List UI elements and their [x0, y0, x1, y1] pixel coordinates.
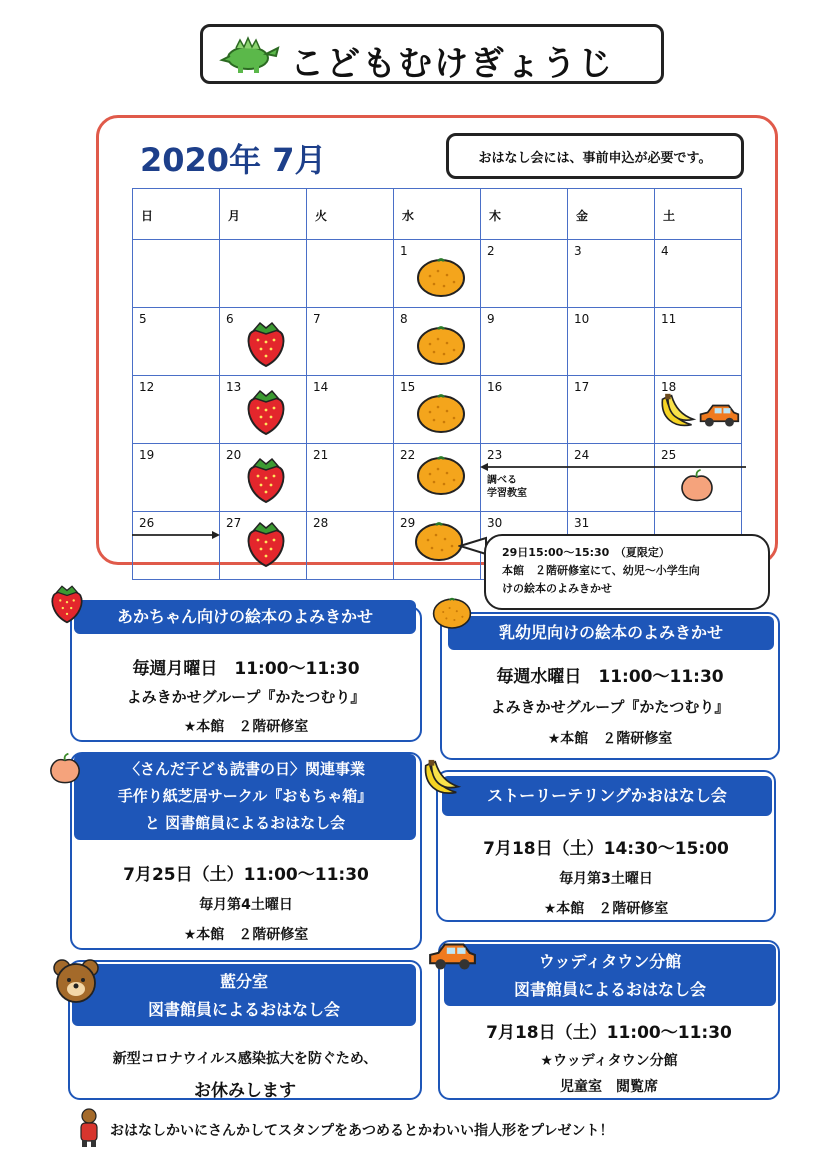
callout-line: けの絵本のよみきかせ: [502, 582, 612, 595]
orange-icon: [416, 390, 466, 434]
event-sanda-box: [70, 752, 422, 950]
calendar-day: 10: [568, 308, 655, 376]
event-heading: [444, 944, 776, 1006]
strawberry-icon: [244, 386, 288, 436]
event-line: お休みします: [194, 1081, 296, 1101]
calendar-day: 17: [568, 376, 655, 444]
event-line: ★本館 ２階研修室: [183, 719, 309, 735]
calendar-day: 14: [307, 376, 394, 444]
event-heading: あかちゃん向けの絵本のよみきかせ: [74, 600, 416, 634]
event-line: 7月25日（土）11:00～11:30: [123, 865, 369, 885]
event-woody-box: [438, 940, 780, 1100]
calendar-day: 23 調べる 学習教室: [481, 444, 568, 512]
day-header-mon: 月: [220, 189, 307, 240]
event-line: ★本館 ２階研修室: [183, 927, 309, 943]
calendar-day: 24: [568, 444, 655, 512]
page-title: こどもむけぎょうじ: [290, 44, 614, 84]
event-line: 毎月第4土曜日: [199, 897, 293, 913]
day-header-fri: 金: [568, 189, 655, 240]
event-line: ★ウッディタウン分館: [540, 1053, 678, 1069]
event-heading-line: 藍分室: [219, 972, 268, 991]
event-line: 7月18日（土）14:30～15:00: [483, 839, 729, 859]
calendar-day: 21: [307, 444, 394, 512]
calendar-day: 30: [481, 512, 568, 580]
event-line: ★本館 ２階研修室: [547, 731, 673, 747]
event-story-box: [436, 770, 776, 922]
summer-callout: [484, 534, 770, 610]
event-heading: ストーリーテリングかおはなし会: [442, 776, 772, 816]
orange-icon: [416, 322, 466, 366]
event-heading-line: 〈さんだ子ども読書の日〉関連事業: [124, 760, 365, 778]
car-icon: [426, 940, 478, 974]
event-heading: 乳幼児向けの絵本のよみきかせ: [448, 616, 774, 650]
calendar-day: 28: [307, 512, 394, 580]
event-line: 毎週月曜日 11:00～11:30: [132, 659, 360, 679]
calendar-day: 25: [655, 444, 742, 512]
event-baby-box: [70, 606, 422, 742]
calendar-day: 3: [568, 240, 655, 308]
calendar-day: 8: [394, 308, 481, 376]
calendar-day: 27: [220, 512, 307, 580]
study-class-note: 調べる 学習教室: [487, 475, 527, 499]
event-ai-box: [68, 960, 422, 1100]
orange-icon: [414, 518, 464, 562]
calendar-day: 9: [481, 308, 568, 376]
event-line: よみきかせグループ『かたつむり』: [490, 698, 730, 716]
event-line: 毎月第3土曜日: [559, 871, 653, 887]
calendar-day: 15: [394, 376, 481, 444]
dinosaur-icon: [218, 34, 282, 74]
event-heading-line: 図書館員によるおはなし会: [147, 1000, 340, 1019]
callout-line: 29日15:00～15:30 （夏限定）: [502, 546, 670, 559]
calendar-day: 12: [133, 376, 220, 444]
orange-icon: [416, 254, 466, 298]
calendar-month: 2020年 7月: [140, 141, 327, 179]
calendar-day: 11: [655, 308, 742, 376]
event-heading: [74, 754, 416, 840]
event-heading-line: ウッディタウン分館: [538, 952, 682, 971]
calendar-day: [220, 240, 307, 308]
strawberry-icon: [244, 454, 288, 504]
arrow-right-icon: [132, 528, 222, 542]
day-header-thu: 木: [481, 189, 568, 240]
event-line: ★本館 ２階研修室: [543, 901, 669, 917]
event-heading-line: 図書館員によるおはなし会: [513, 980, 706, 999]
day-header-tue: 火: [307, 189, 394, 240]
calendar-grid: [132, 188, 742, 580]
peach-icon: [46, 752, 84, 786]
event-heading-line: と 図書館員によるおはなし会: [144, 814, 346, 832]
calendar-day: 16: [481, 376, 568, 444]
strawberry-icon: [244, 318, 288, 368]
arrow-left-icon: [478, 460, 748, 474]
orange-icon: [432, 594, 472, 630]
day-header-sat: 土: [655, 189, 742, 240]
banana-icon: [420, 758, 462, 800]
calendar-day: [307, 240, 394, 308]
calendar-day: 19: [133, 444, 220, 512]
figure-icon: [76, 1108, 102, 1148]
event-line: 毎週水曜日 11:00～11:30: [496, 667, 724, 687]
event-toddler-box: [440, 612, 780, 760]
event-line: 新型コロナウイルス感染拡大を防ぐため、: [112, 1051, 378, 1067]
calendar-day: 13: [220, 376, 307, 444]
calendar-day: 5: [133, 308, 220, 376]
footer-note: おはなしかいにさんかしてスタンプをあつめるとかわいい指人形をプレゼント！: [110, 1123, 614, 1139]
calendar-day: 26: [133, 512, 220, 580]
strawberry-icon: [48, 582, 86, 624]
calendar-day: 31: [568, 512, 655, 580]
calendar-day: 4: [655, 240, 742, 308]
calendar-day: 20: [220, 444, 307, 512]
event-line: 児童室 閲覧席: [560, 1079, 658, 1095]
orange-icon: [416, 452, 466, 496]
calendar-day: [133, 240, 220, 308]
event-heading: [72, 964, 416, 1026]
calendar-day: 7: [307, 308, 394, 376]
banana-icon: [657, 392, 697, 432]
event-heading-line: 手作り紙芝居サークル『おもちゃ箱』: [117, 787, 373, 805]
calendar-day: 6: [220, 308, 307, 376]
calendar-day: 29: [394, 512, 481, 580]
strawberry-icon: [244, 518, 288, 568]
callout-line: 本館 ２階研修室にて、幼児～小学生向: [502, 564, 700, 577]
event-line: よみきかせグループ『かたつむり』: [126, 688, 366, 706]
calendar-day: 2: [481, 240, 568, 308]
calendar-day: 18: [655, 376, 742, 444]
reservation-notice: おはなし会には、事前申込が必要です。: [446, 133, 744, 179]
event-line: 7月18日（土）11:00～11:30: [486, 1023, 732, 1043]
calendar-day: 22: [394, 444, 481, 512]
day-header-sun: 日: [133, 189, 220, 240]
bear-icon: [52, 958, 100, 1004]
day-header-wed: 水: [394, 189, 481, 240]
calendar-day: 1: [394, 240, 481, 308]
car-icon: [697, 402, 741, 430]
